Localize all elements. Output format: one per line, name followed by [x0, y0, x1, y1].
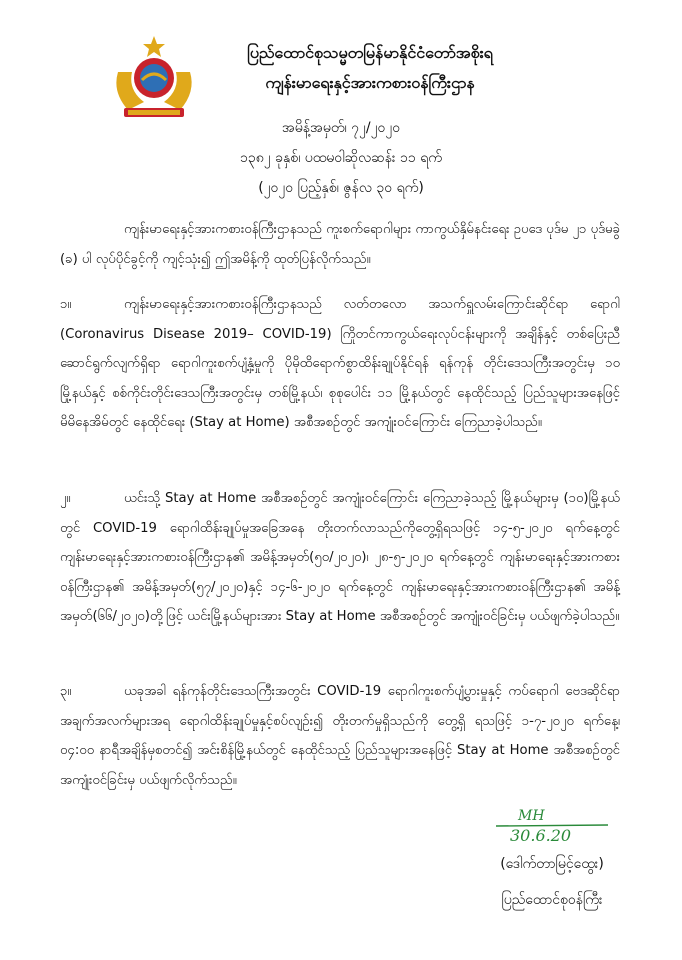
myanmar-date: ၁၃၈၂ ခုနှစ်၊ ပထမဝါဆိုလဆန်း ၁၁ ရက်: [240, 150, 442, 166]
paragraph-number: ၃။: [60, 684, 72, 699]
signer-title: ပြည်ထောင်စုဝန်ကြီး: [501, 892, 603, 908]
paragraph-2: [60, 484, 620, 632]
handwritten-signature: [488, 808, 608, 856]
order-number: အမိန့်အမှတ်၊ ၇၂/၂၀၂၀: [281, 120, 401, 136]
intro-paragraph: ကျန်းမာရေးနှင့်အားကစားဝန်ကြီးဌာနသည် ကူးစက်ရောဂါများ ကာကွယ်နှိမ်နင်းရေး ဥပဒေ ပုဒ်မ ၂၁ ပုဒ်မခွဲ (ခ) ပါ လုပ်ပိုင်ခွင့်ကို ကျင့်သုံး၍ ဤအမိန့်ကို ထုတ်ပြန်လိုက်သည်။: [60, 222, 620, 267]
government-title: ပြည်ထောင်စုသမ္မတမြန်မာနိုင်ငံတော်အစိုးရ: [247, 43, 493, 62]
paragraph-text: ကျန်းမာရေးနှင့်အားကစားဝန်ကြီးဌာနသည် လတ်တလော အသက်ရှူလမ်းကြောင်းဆိုင်ရာ ရောဂါ (Coronavirus Disease 2019– COVID-19) ကြိုတင်ကာကွယ်ရေးလုပ်ငန်းများကို အချိန်နှင့် တစ်ပြေးညီ ဆောင်ရွက်လျက်ရှိရာ ရောဂါကူးစက်ပျံ့နှံ့မှုကို ပိုမိုထိရောက်စွာထိန်းချုပ်နိုင်ရန် ရန်ကုန် တိုင်းဒေသကြီးအတွင်းမှ ၁၀ မြို့နယ်နှင့် စစ်ကိုင်းတိုင်းဒေသကြီးအတွင်းမှ တစ်မြို့နယ်၊ စုစုပေါင်း ၁၁ မြို့နယ်တွင် နေထိုင်သည့် ပြည်သူများအနေဖြင့် မိမိနေအိမ်တွင် နေထိုင်ရေး (Stay at Home) အစီအစဉ်တွင် အကျုံးဝင်ကြောင်း ကြေညာခဲ့ပါသည်။: [60, 297, 620, 430]
paragraph-text: ယင်းသို့ Stay at Home အစီအစဉ်တွင် အကျုံးဝင်ကြောင်း ကြေညာခဲ့သည့် မြို့နယ်များမှ (၁၀)မြို့နယ်တွင် COVID-19 ရောဂါထိန်းချုပ်မှုအခြေအနေ တိုးတက်လာသည်ကိုတွေ့ရှိရသဖြင့် ၁၄-၅-၂၀၂၀ ရက်နေ့တွင် ကျန်းမာရေးနှင့်အားကစားဝန်ကြီးဌာန၏ အမိန့်အမှတ်(၅၀/၂၀၂၀)၊ ၂၈-၅-၂၀၂၀ ရက်နေ့တွင် ကျန်းမာရေးနှင့်အားကစားဝန်ကြီးဌာန၏ အမိန့်အမှတ်(၅၇/၂၀၂၀)နှင့် ၁၄-၆-၂၀၂၀ ရက်နေ့တွင် ကျန်းမာရေးနှင့်အားကစားဝန်ကြီးဌာန၏ အမိန့်အမှတ်(၆၆/၂၀၂၀)တို့ဖြင့် ယင်းမြို့နယ်များအား Stay at Home အစီအစဉ်တွင် အကျုံးဝင်ခြင်းမှ ပယ်ဖျက်ခဲ့ပါသည်။: [60, 491, 620, 624]
gregorian-date: (၂၀၂၀ ပြည့်နှစ်၊ ဇွန်လ ၃၀ ရက်): [258, 180, 424, 196]
state-seal-emblem: [104, 32, 204, 122]
signature-date: 30.6.20: [510, 826, 572, 845]
signature-initials: MH: [518, 808, 545, 824]
signer-name: (ဒေါက်တာမြင့်ထွေး): [500, 856, 604, 872]
paragraph-number: ၂။: [60, 491, 71, 506]
paragraph-3: [60, 677, 620, 795]
paragraph-text: ယခုအခါ ရန်ကုန်တိုင်းဒေသကြီးအတွင်း COVID-19 ရောဂါကူးစက်ပျံ့ပွားမှုနှင့် ကပ်ရောဂါ ဗေဒဆိုင်ရာ အချက်အလက်များအရ ရောဂါထိန်းချုပ်မှုနှင့်စပ်လျဉ်း၍ တိုးတက်မှုရှိသည်ကို တွေ့ရှိ ရသဖြင့် ၁-၇-၂၀၂၀ ရက်နေ့၊ ၀၄:၀၀ နာရီအချိန်မှစတင်၍ အင်းစိန်မြို့နယ်တွင် နေထိုင်သည့် ပြည်သူများအနေဖြင့် Stay at Home အစီအစဉ်တွင် အကျုံးဝင်ခြင်းမှ ပယ်ဖျက်လိုက်သည်။: [60, 684, 620, 788]
paragraph-1: [60, 290, 620, 438]
ministry-title: ကျန်းမာရေးနှင့်အားကစားဝန်ကြီးဌာန: [265, 73, 475, 92]
paragraph-number: ၁။: [60, 297, 72, 312]
